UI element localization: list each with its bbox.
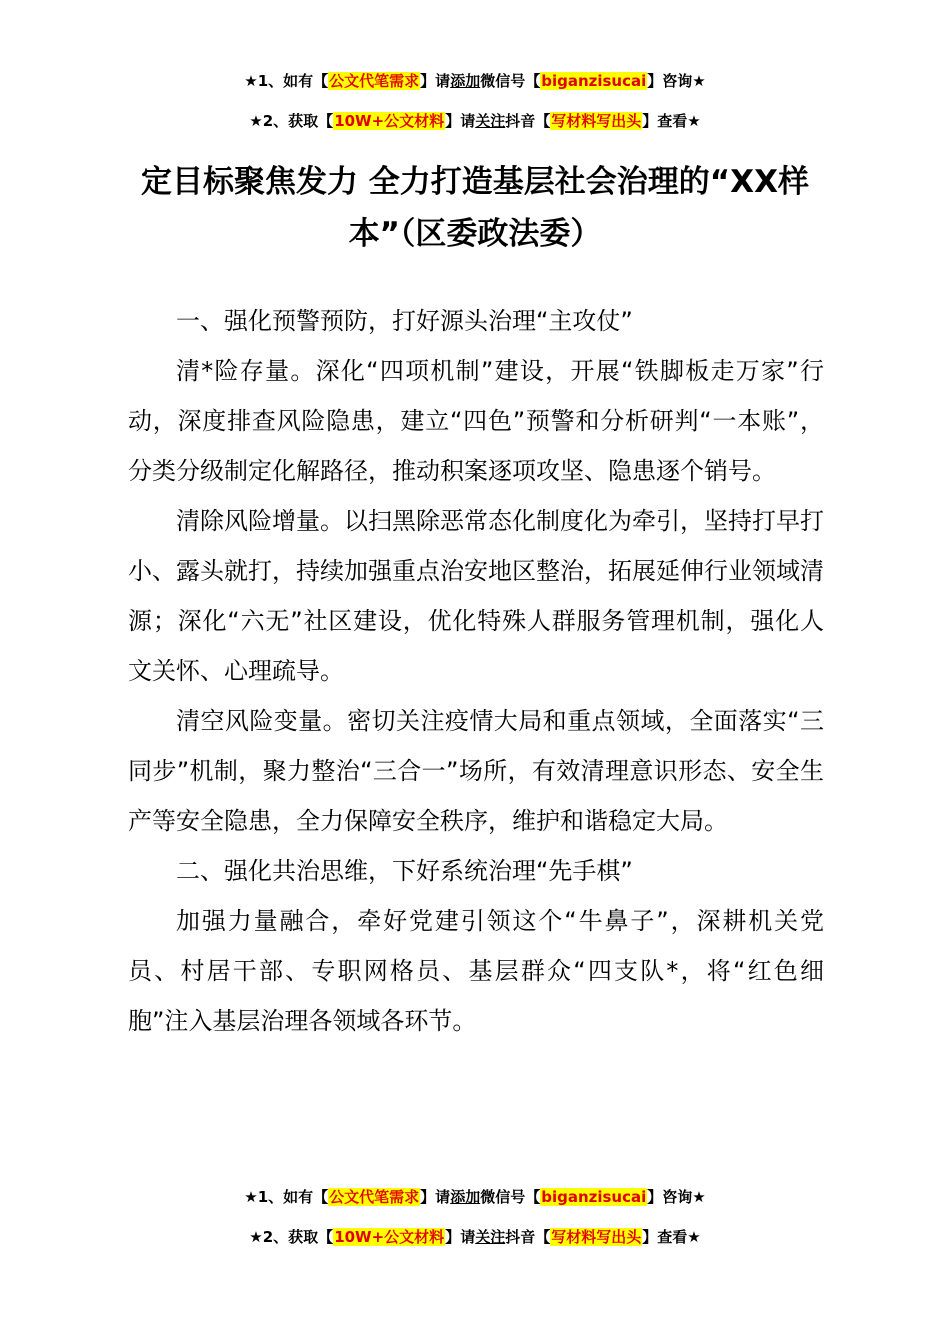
promo-text: 】请 xyxy=(420,72,451,90)
promo-text: 微信号【 xyxy=(480,1188,541,1206)
promo-highlight-douyin: 写材料写出头 xyxy=(551,112,642,130)
promo-underlined-follow: 关注 xyxy=(475,112,506,130)
promo-highlight-materials: 10W+公文材料 xyxy=(334,112,445,130)
promo-suffix: 】查看★ xyxy=(642,112,701,130)
promo-highlight-douyin: 写材料写出头 xyxy=(551,1228,642,1246)
promo-prefix: ★1、如有【 xyxy=(244,72,329,90)
section-heading-1: 一、强化预警预防，打好源头治理“主攻仗” xyxy=(176,307,633,335)
promo-text: 微信号【 xyxy=(480,72,541,90)
promo-prefix: ★2、获取【 xyxy=(249,1228,334,1246)
promo-line-1-top xyxy=(0,70,950,92)
promo-highlight-wechat-id: biganzisucai xyxy=(541,1188,647,1206)
promo-underlined-follow: 关注 xyxy=(475,1228,506,1246)
body-paragraph: 清除风险增量。以扫黑除恶常态化制度化为牵引，坚持打早打小、露头就打，持续加强重点治安地区整治，拓展延伸行业领域清源；深化“六无”社区建设，优化特殊人群服务管理机制，强化人文关怀、心理疏导。 xyxy=(128,507,824,685)
promo-highlight-service: 公文代笔需求 xyxy=(329,72,420,90)
promo-text: 】请 xyxy=(445,1228,476,1246)
promo-prefix: ★1、如有【 xyxy=(244,1188,329,1206)
promo-underlined-add: 添加 xyxy=(450,72,481,90)
promo-highlight-service: 公文代笔需求 xyxy=(329,1188,420,1206)
promo-line-1-bottom xyxy=(0,1186,950,1208)
promo-suffix: 】咨询★ xyxy=(647,72,706,90)
promo-text: 抖音【 xyxy=(505,1228,551,1246)
promo-suffix: 】查看★ xyxy=(642,1228,701,1246)
promo-prefix: ★2、获取【 xyxy=(249,112,334,130)
promo-highlight-materials: 10W+公文材料 xyxy=(334,1228,445,1246)
promo-suffix: 】咨询★ xyxy=(647,1188,706,1206)
section-heading-2: 二、强化共治思维，下好系统治理“先手棋” xyxy=(176,857,633,885)
promo-text: 】请 xyxy=(445,112,476,130)
promo-line-2-top xyxy=(0,110,950,132)
document-title: 定目标聚焦发力 全力打造基层社会治理的“XX样本”（区委政法委） xyxy=(141,164,809,252)
promo-highlight-wechat-id: biganzisucai xyxy=(541,72,647,90)
body-paragraph: 加强力量融合，牵好党建引领这个“牛鼻子”，深耕机关党员、村居干部、专职网格员、基层群众“四支队*，将“红色细胞”注入基层治理各领域各环节。 xyxy=(128,907,824,1035)
promo-text: 】请 xyxy=(420,1188,451,1206)
document-body xyxy=(128,296,824,1046)
promo-text: 抖音【 xyxy=(505,112,551,130)
body-paragraph: 清空风险变量。密切关注疫情大局和重点领域，全面落实“三同步”机制，聚力整治“三合一”场所，有效清理意识形态、安全生产等安全隐患，全力保障安全秩序，维护和谐稳定大局。 xyxy=(128,707,824,835)
promo-line-2-bottom xyxy=(0,1226,950,1248)
promo-underlined-add: 添加 xyxy=(450,1188,481,1206)
body-paragraph: 清*险存量。深化“四项机制”建设，开展“铁脚板走万家”行动，深度排查风险隐患，建立“四色”预警和分析研判“一本账”，分类分级制定化解路径，推动积案逐项攻坚、隐患逐个销号。 xyxy=(128,357,824,485)
